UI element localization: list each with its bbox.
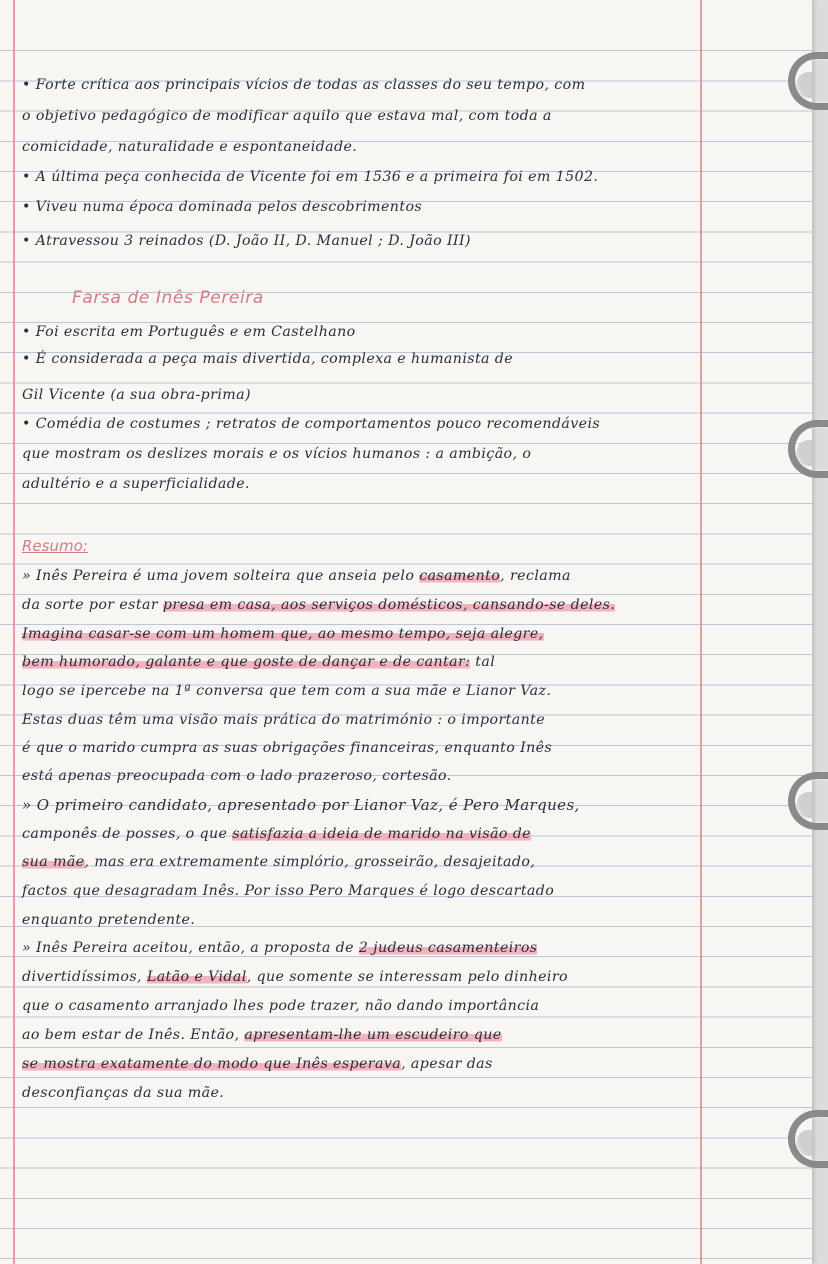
text-span: tal xyxy=(470,654,496,670)
resumo-heading: Resumo: xyxy=(22,537,88,555)
farsa-line-1: • Foi escrita em Português e em Castelhano xyxy=(22,324,356,340)
resumo-line-6: Estas duas têm uma visão mais prática do matrimónio : o importante xyxy=(22,712,546,728)
resumo-line-4 xyxy=(22,652,495,672)
farsa-line-2: • É considerada a peça mais divertida, complexa e humanista de xyxy=(22,351,514,367)
highlighted-text: Latão e Vidal xyxy=(146,969,247,985)
text-span: divertidíssimos, xyxy=(22,969,147,985)
resumo-line-1 xyxy=(22,566,571,586)
text-span: , reclama xyxy=(500,568,571,584)
resumo-line-14 xyxy=(22,938,537,958)
section-title: Farsa de Inês Pereira xyxy=(72,288,264,308)
resumo-line-10 xyxy=(22,824,531,844)
text-span: » Inês Pereira é uma jovem solteira que anseia pelo xyxy=(22,568,420,584)
resumo-line-13: enquanto pretendente. xyxy=(22,912,196,928)
resumo-line-17 xyxy=(22,1025,502,1045)
right-margin-line xyxy=(700,0,702,1264)
left-margin-line xyxy=(13,0,15,1264)
resumo-line-2 xyxy=(22,595,615,615)
resumo-line-15 xyxy=(22,967,568,987)
resumo-line-9: » O primeiro candidato, apresentado por Lianor Vaz, é Pero Marques, xyxy=(22,796,580,814)
resumo-line-11 xyxy=(22,852,535,872)
resumo-line-8: está apenas preocupada com o lado prazeroso, cortesão. xyxy=(22,768,452,784)
text-span: » Inês Pereira aceitou, então, a proposta de xyxy=(22,940,359,956)
intro-line-3: comicidade, naturalidade e espontaneidade. xyxy=(22,139,358,155)
highlighted-text: 2 judeus casamenteiros xyxy=(358,940,538,956)
intro-line-5: • Viveu numa época dominada pelos descobrimentos xyxy=(22,199,423,215)
text-span: , mas era extremamente simplório, grosseirão, desajeitado, xyxy=(84,854,536,870)
intro-line-2: o objetivo pedagógico de modificar aquilo que estava mal, com toda a xyxy=(22,108,552,124)
highlighted-text: Imagina casar-se com um homem que, ao mesmo tempo, seja alegre, xyxy=(22,626,544,642)
highlighted-text: sua mãe xyxy=(22,854,85,870)
intro-line-4: • A última peça conhecida de Vicente foi em 1536 e a primeira foi em 1502. xyxy=(22,169,599,185)
highlighted-text: apresentam-lhe um escudeiro que xyxy=(244,1027,502,1043)
resumo-line-7: é que o marido cumpra as suas obrigações financeiras, enquanto Inês xyxy=(22,740,553,756)
highlighted-text: casamento xyxy=(419,568,501,584)
text-span: ao bem estar de Inês. Então, xyxy=(22,1027,245,1043)
text-span: , apesar das xyxy=(401,1056,493,1072)
resumo-line-12: factos que desagradam Inês. Por isso Pero Marques é logo descartado xyxy=(22,883,555,899)
highlighted-text: presa em casa, aos serviços domésticos, cansando-se deles. xyxy=(162,597,616,613)
text-span: , que somente se interessam pelo dinheiro xyxy=(246,969,568,985)
highlighted-text: bem humorado, galante e que goste de dançar e de cantar: xyxy=(22,654,471,670)
resumo-line-18 xyxy=(22,1054,493,1074)
text-span: da sorte por estar xyxy=(22,597,163,613)
farsa-line-4: • Comédia de costumes ; retratos de comportamentos pouco recomendáveis xyxy=(22,416,601,432)
resumo-line-5: logo se ipercebe na 1ª conversa que tem com a sua mãe e Lianor Vaz. xyxy=(22,683,552,699)
intro-line-6: • Atravessou 3 reinados (D. João II, D. Manuel ; D. João III) xyxy=(22,233,471,249)
highlighted-text: se mostra exatamente do modo que Inês esperava xyxy=(22,1056,402,1072)
resumo-line-16: que o casamento arranjado lhes pode trazer, não dando importância xyxy=(22,998,540,1014)
resumo-line-19: desconfianças da sua mãe. xyxy=(22,1085,225,1101)
farsa-line-3: Gil Vicente (a sua obra-prima) xyxy=(22,387,251,403)
highlighted-text: satisfazia a ideia de marido na visão de xyxy=(232,826,531,842)
text-span: camponês de posses, o que xyxy=(22,826,233,842)
farsa-line-6: adultério e a superficialidade. xyxy=(22,476,250,492)
resumo-line-3 xyxy=(22,624,544,644)
intro-line-1: • Forte crítica aos principais vícios de todas as classes do seu tempo, com xyxy=(22,77,586,93)
farsa-line-5: que mostram os deslizes morais e os vícios humanos : a ambição, o xyxy=(22,446,532,462)
